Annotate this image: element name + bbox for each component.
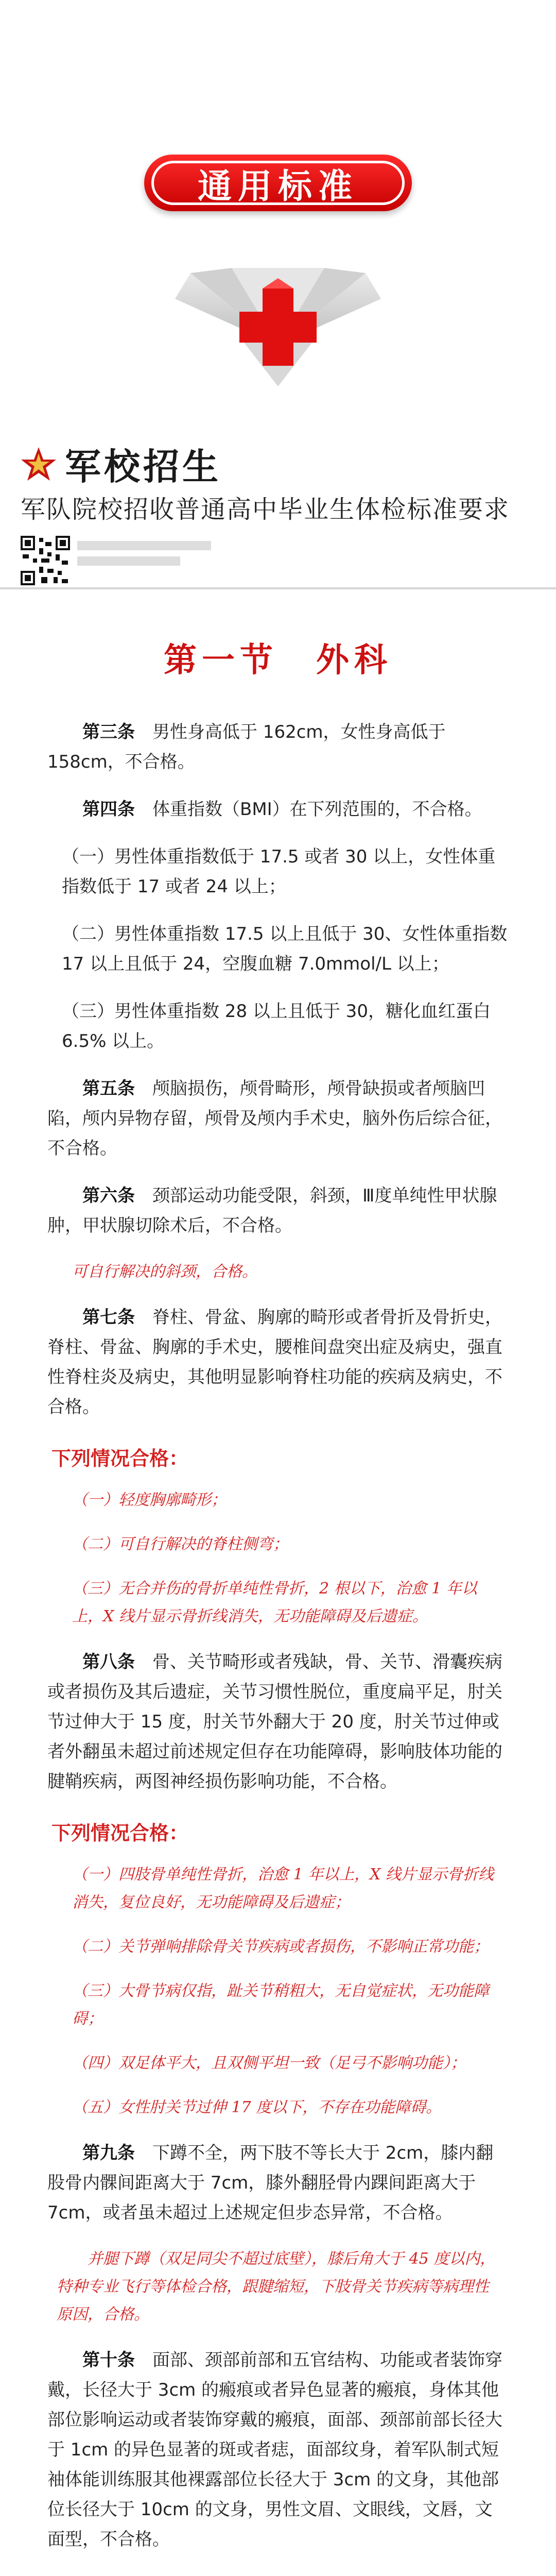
- section-title: 第一节 外科: [164, 641, 392, 680]
- article-number: 第九条: [82, 2143, 135, 2163]
- article-text: 脊柱、骨盆、胸廓的畸形或者骨折及骨折史，脊柱、骨盆、胸廓的手术史，腰椎间盘突出症及病史，强直性脊柱炎及病史，其他明显影响脊柱功能的疾病及病史，不合格。: [47, 1307, 502, 1417]
- article-text: 骨、关节畸形或者残缺，骨、关节、滑囊疾病或者损伤及其后遗症，关节习惯性脱位，重度扁平足，肘关节过伸大于 15 度，肘关节外翻大于 20 度，肘关节过伸或者外翻虽未超过前述规定但存在功能障碍，影响肢体功能的腱鞘疾病，两图神经损伤影响功能，不合格。: [47, 1652, 502, 1792]
- slogan: 军队院校招收普通高中毕业生体检标准要求: [21, 495, 510, 524]
- red-note: 可自行解决的斜颈，合格。: [72, 1263, 257, 1281]
- article-number: 第七条: [82, 1307, 135, 1328]
- article-paragraph: [47, 2345, 509, 2554]
- article-number: 第六条: [82, 1185, 135, 1206]
- brand-name: 军校招生: [65, 446, 221, 488]
- red-note: （一）轻度胸廓畸形；: [72, 1491, 227, 1509]
- red-note: （三）无合并伤的骨折单纯性骨折，2 根以下，治愈 1 年以上，X 线片显示骨折线消失，无功能障碍及后遗症。: [72, 1580, 477, 1625]
- clause-paragraph: （二）男性体重指数 17.5 以上且低于 30、女性体重指数 17 以上且低于 24，空腹血糖 7.0mmol/L 以上；: [62, 924, 508, 974]
- qr-code-icon: [21, 536, 70, 585]
- military-star-icon: [21, 446, 57, 482]
- article-paragraph: [47, 1647, 509, 1797]
- item-list: [0, 717, 556, 2576]
- article-text: 男性身高低于 162cm，女性身高低于 158cm，不合格。: [47, 722, 446, 772]
- qr-caption-placeholder: [77, 541, 211, 572]
- title-banner: [144, 155, 412, 211]
- red-note: （五）女性肘关节过伸 17 度以下，不存在功能障碍。: [72, 2098, 442, 2116]
- header: [0, 0, 556, 587]
- qualified-conditions-heading: 下列情况合格：: [51, 1447, 189, 1470]
- content: [0, 613, 556, 2576]
- article-text: 体重指数（BMI）在下列范围的，不合格。: [135, 799, 482, 820]
- article-text: 颅脑损伤，颅骨畸形，颅骨缺损或者颅脑凹陷，颅内异物存留，颅骨及颅内手术史，脑外伤后综合征，不合格。: [47, 1078, 502, 1159]
- article-paragraph: [47, 2138, 509, 2228]
- article-text: 面部、颈部前部和五官结构、功能或者装饰穿戴，长径大于 3cm 的瘢痕或者异色显著的瘢痕，身体其他部位影响运动或者装饰穿戴的瘢痕，面部、颈部前部长径大于 1cm 的异色显著的斑或者痣，面部纹身，着军队制式短袖体能训练服其他裸露部位长径大于 3cm 的文身，其他部位长径大于 10cm 的文身，男性文眉、文眼线，文唇，文面型，不合格。: [47, 2350, 502, 2550]
- article-paragraph: [47, 717, 509, 777]
- article-number: 第三条: [82, 722, 135, 742]
- article-paragraph: [47, 1181, 509, 1241]
- clause-paragraph: （三）男性体重指数 28 以上且低于 30，糖化血红蛋白 6.5% 以上。: [62, 1001, 491, 1052]
- banner-title: 通用标准: [151, 161, 405, 205]
- red-note: （三）大骨节病仅指，趾关节稍粗大，无自觉症状，无功能障碍；: [72, 1982, 489, 2028]
- red-note: （二）关节弹响排除骨关节疾病或者损伤，不影响正常功能；: [72, 1938, 489, 1956]
- article-paragraph: [47, 1302, 509, 1422]
- brand-row: [21, 438, 221, 490]
- red-note: 并腿下蹲（双足同尖不超过底壁），膝后角大于 45 度以内，特种专业飞行等体检合格，跟腱缩短，下肢骨关节疾病等病理性原因，合格。: [57, 2250, 496, 2324]
- article-text: 下蹲不全，两下肢不等长大于 2cm，膝内翻股骨内髁间距离大于 7cm，膝外翻胫骨内踝间距离大于 7cm，或者虽未超过上述规定但步态异常，不合格。: [47, 2143, 494, 2223]
- red-cross-fan-icon: [170, 268, 386, 386]
- divider: [0, 587, 556, 589]
- red-note: （一）四肢骨单纯性骨折，治愈 1 年以上，X 线片显示骨折线消失，复位良好，无功能障碍及后遗症；: [72, 1866, 494, 1911]
- red-note: （二）可自行解决的脊柱侧弯；: [72, 1535, 288, 1553]
- qualified-conditions-heading: 下列情况合格：: [51, 1822, 189, 1844]
- article-number: 第四条: [82, 799, 135, 820]
- article-number: 第十条: [82, 2350, 135, 2370]
- article-number: 第五条: [82, 1078, 135, 1099]
- article-text: 颈部运动功能受限，斜颈，Ⅲ度单纯性甲状腺肿，甲状腺切除术后，不合格。: [47, 1185, 497, 1236]
- red-note: （四）双足体平大，且双侧平坦一致（足弓不影响功能）；: [72, 2054, 466, 2072]
- article-paragraph: [47, 794, 509, 824]
- clause-paragraph: （一）男性体重指数低于 17.5 或者 30 以上，女性体重指数低于 17 或者 24 以上；: [62, 846, 496, 897]
- article-paragraph: [47, 1074, 509, 1163]
- clause-paragraph: [62, 2572, 509, 2576]
- article-number: 第八条: [82, 1652, 135, 1672]
